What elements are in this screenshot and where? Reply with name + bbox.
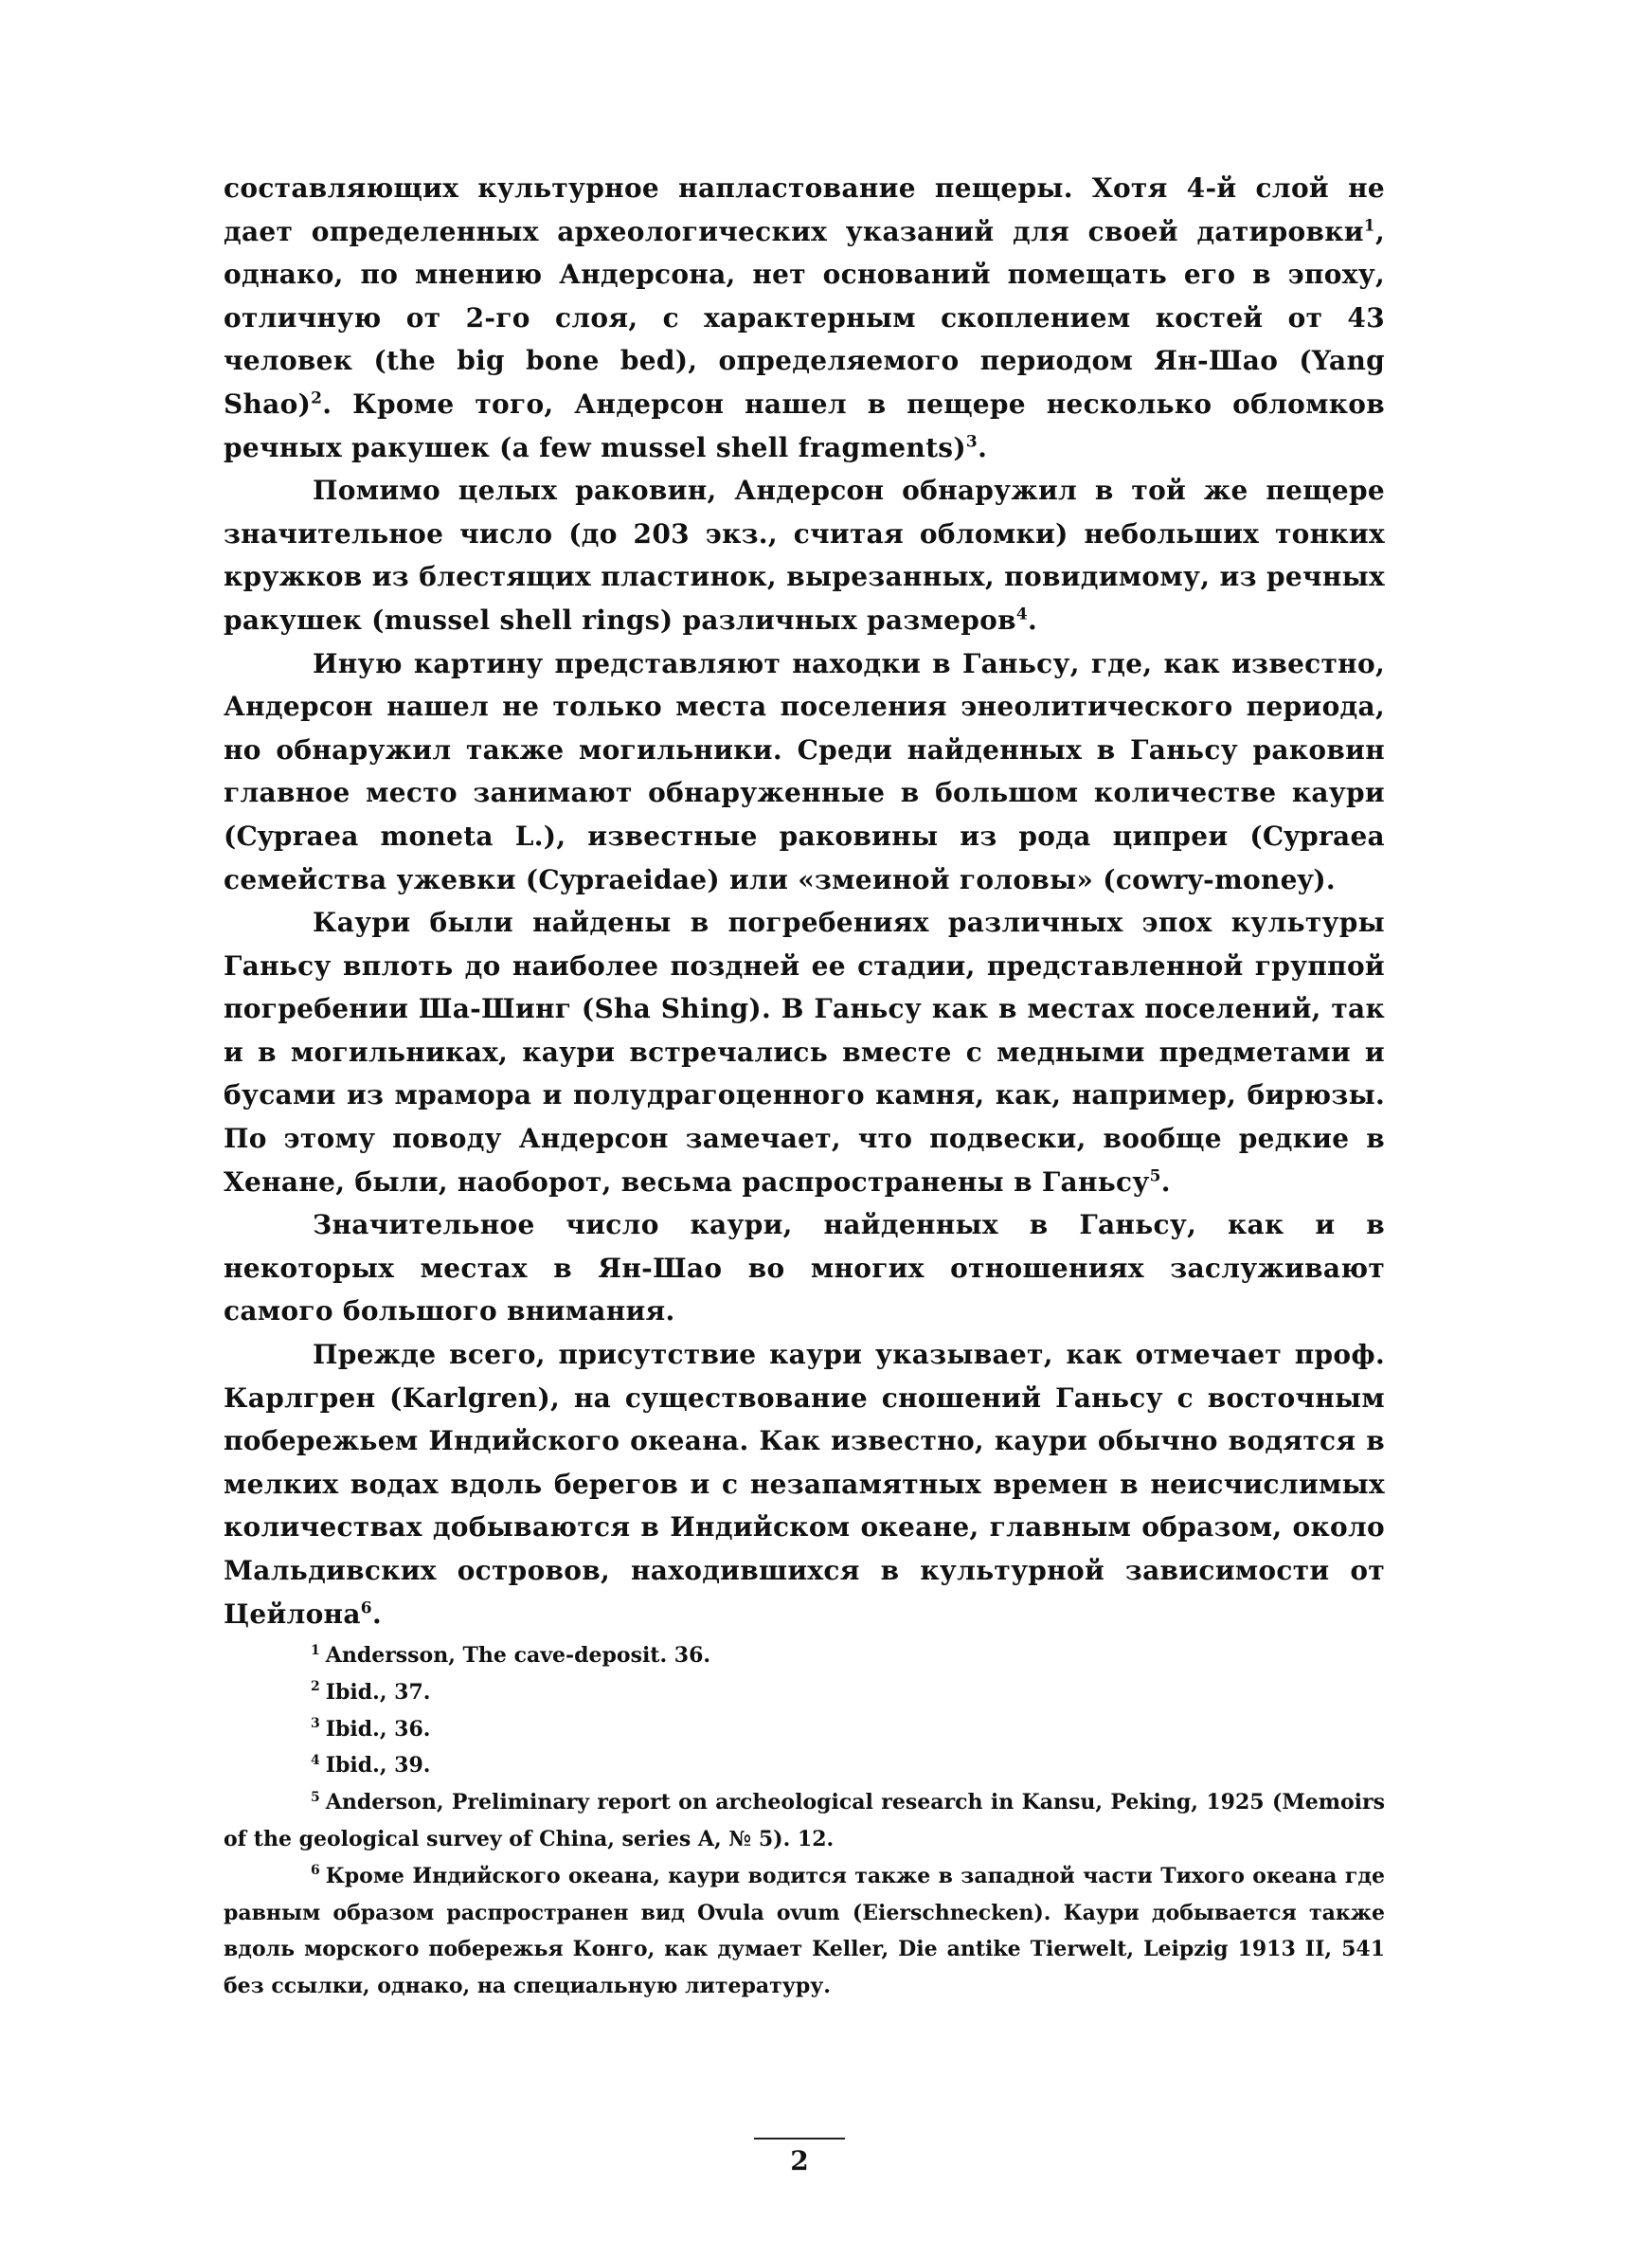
footnote-6	[224, 1858, 1385, 2005]
paragraph-text: составляющих культурное напластование пещеры. Хотя 4-й слой не дает определенных археологических указаний для своей датировки	[224, 172, 1385, 247]
footnote-1	[224, 1637, 1385, 1674]
footnote-5	[224, 1784, 1385, 1858]
paragraph-text: , однако, по мнению Андерсона, нет оснований помещать его в эпоху, отличную от 2-го слоя, с характерным скоплением костей от 43 человек (the big bone bed), определяемого периодом Ян-Шао (Yang Shao)	[224, 215, 1385, 420]
footnote-number: 2	[311, 1679, 320, 1695]
footnote-text: Ibid., 37.	[325, 1679, 431, 1705]
footnote-2	[224, 1674, 1385, 1711]
footnote-number: 6	[311, 1863, 320, 1879]
paragraph-text: .	[1028, 604, 1038, 636]
paragraph-text: .	[371, 1598, 382, 1630]
paragraph-6	[224, 1333, 1385, 1635]
footnote-ref[interactable]: 3	[965, 432, 979, 452]
paragraph-text: Иную картину представляют находки в Ганьсу, где, как известно, Андерсон нашел не только места поселения энеолитического периода, но обнаружил также могильники. Среди найденных в Ганьсу раковин главное место занимают обнаруженные в большом количестве каури (Cypraea moneta L.), известные раковины из рода ципреи (Cypraea семейства ужевки (Cypraeidae) или «змеиной головы» (cowry-money).	[224, 647, 1385, 895]
page-number: 2	[790, 2145, 809, 2176]
main-text	[224, 167, 1385, 1635]
paragraph-text: . Кроме того, Андерсон нашел в пещере несколько обломков речных ракушек (a few mussel shell fragments)	[224, 388, 1385, 463]
paragraph-5	[224, 1203, 1385, 1333]
paragraph-text: Каури были найдены в погребениях различных эпох культуры Ганьсу вплоть до наиболее поздней ее стадии, представленной группой погребении Ша-Шинг (Sha Shing). В Ганьсу как в местах поселений, так и в могильниках, каури встречались вместе с медными предметами и бусами из мрамора и полудрагоценного камня, как, например, бирюзы. По этому поводу Андерсон замечает, что подвески, вообще редкие в Хенане, были, наоборот, весьма распространены в Ганьсу	[224, 907, 1385, 1198]
footnote-text: Ibid., 39.	[325, 1753, 431, 1779]
footnotes	[224, 1637, 1385, 2005]
footnote-3	[224, 1711, 1385, 1748]
page-divider	[754, 2138, 845, 2140]
footnote-number: 4	[311, 1753, 320, 1769]
footnote-number: 5	[311, 1789, 320, 1805]
footnote-text: Ibid., 36.	[325, 1716, 431, 1742]
footnote-ref[interactable]: 6	[360, 1598, 372, 1618]
paragraph-text: .	[1160, 1165, 1171, 1198]
paragraph-text: Помимо целых раковин, Андерсон обнаружил в той же пещере значительное число (до 203 экз., считая обломки) небольших тонких кружков из блестящих пластинок, вырезанных, повидимому, из речных ракушек (mussel shell rings) различных размеров	[224, 475, 1385, 636]
footnote-text: Anderson, Preliminary report on archeological research in Kansu, Peking, 1925 (Memoirs of the geological survey of China, series A, № 5). 12.	[224, 1790, 1385, 1851]
footnote-ref[interactable]: 4	[1015, 605, 1029, 624]
paragraph-text: Значительное число каури, найденных в Ганьсу, как и в некоторых местах в Ян-Шао во многих отношениях заслуживают самого большого внимания.	[224, 1209, 1385, 1327]
footnote-ref[interactable]: 5	[1149, 1166, 1161, 1186]
paragraph-4	[224, 901, 1385, 1203]
footnote-4	[224, 1747, 1385, 1784]
paragraph-text: .	[978, 431, 988, 463]
footnote-number: 1	[311, 1642, 320, 1658]
footnote-text: Andersson, The cave-deposit. 36.	[325, 1643, 711, 1668]
paragraph-2	[224, 469, 1385, 641]
paragraph-text: Прежде всего, присутствие каури указывает, как отмечает проф. Карлгрен (Karlgren), на существование сношений Ганьсу с восточным побережьем Индийского океана. Как известно, каури обычно водятся в мелких водах вдоль берегов и с незапамятных времен в неисчислимых количествах добываются в Индийском океане, главным образом, около Мальдивских островов, находившихся в культурной зависимости от Цейлона	[224, 1339, 1385, 1630]
paragraph-1	[224, 167, 1385, 469]
footnote-number: 3	[311, 1716, 320, 1732]
footnote-ref[interactable]: 2	[311, 388, 323, 408]
paragraph-3	[224, 642, 1385, 902]
footnote-ref[interactable]: 1	[1363, 216, 1375, 236]
footnote-text: Кроме Индийского океана, каури водится также в западной части Тихого океана где равным образом распространен вид Ovula ovum (Eierschnecken). Каури добывается также вдоль морского побережья Конго, как думает Keller, Die antike Tierwelt, Leipzig 1913 II, 541 без ссылки, однако, на специальную литературу.	[224, 1863, 1385, 1999]
